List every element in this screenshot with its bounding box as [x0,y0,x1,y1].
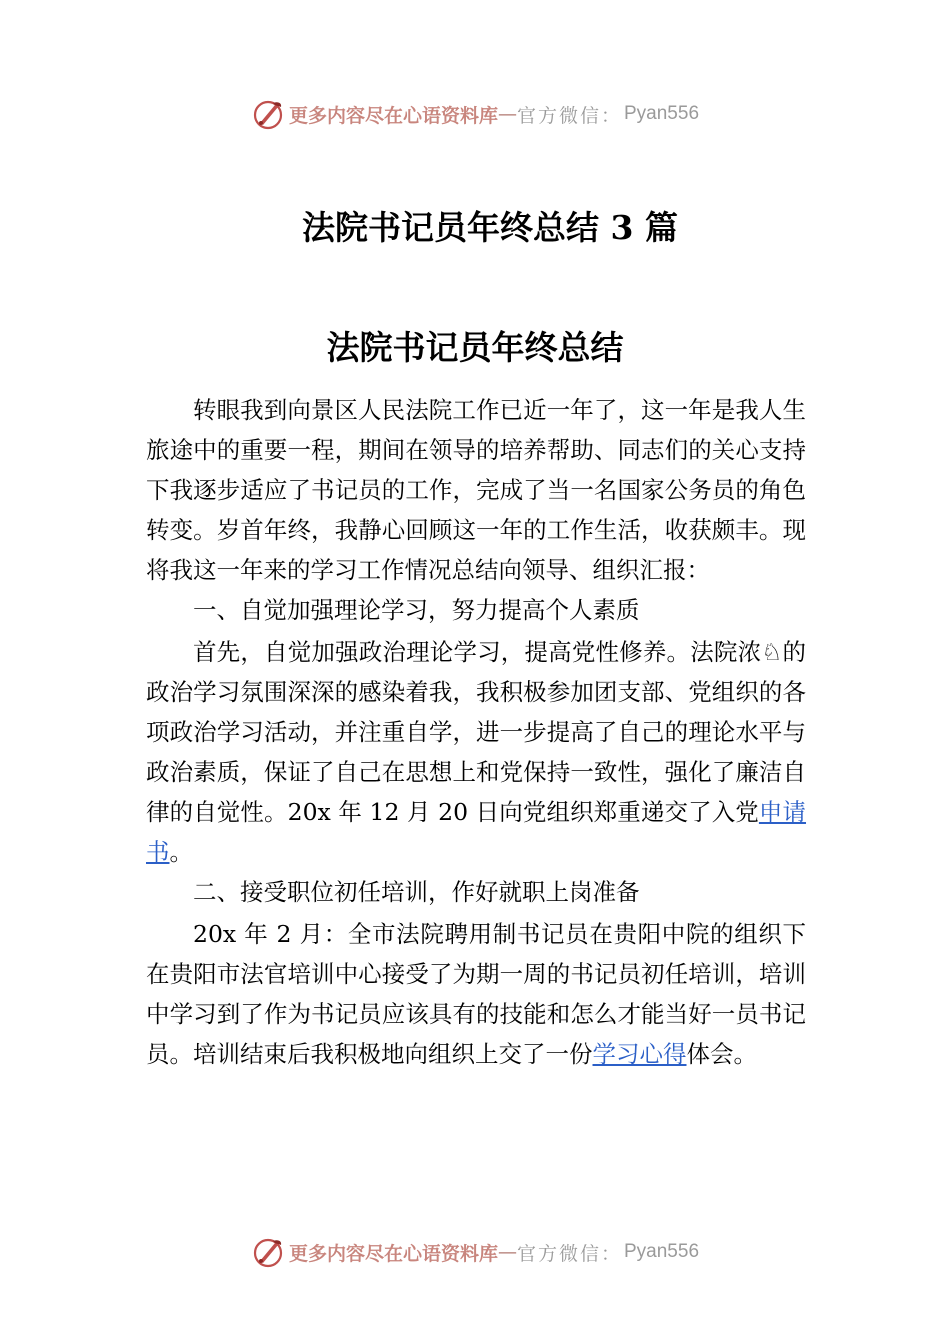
heading-one: 一、自觉加强理论学习，努力提高个人素质 [193,596,640,624]
paragraph-text: 20x 年 2 月：全市法院聘用制书记员在贵阳中院的组织下在贵阳市法官培训中心接受了为期一周的书记员初任培训，培训中学习到了作为书记员应该具有的技能和怎么才能当好一员书记员。培训结束后我积极地向组织上交了一份 [146,920,806,1068]
banner-wechat-label: 官方微信： [516,1242,622,1265]
link-application-letter[interactable]: 申请书 [146,798,807,866]
banner-wechat-label: 官方微信： [516,104,622,127]
paragraph-training [146,914,806,1074]
paragraph-text-end: 体会。 [686,1040,757,1068]
section-title: 法院书记员年终总结 [326,328,624,367]
footer-banner [0,1234,950,1270]
banner-wechat-id: Pyan556 [624,103,700,124]
link-study-notes[interactable]: 学习心得 [592,1040,687,1068]
banner-separator: — [497,103,517,125]
paragraph-political-study [146,632,806,872]
heading-two: 二、接受职位初任培训，作好就职上岗准备 [193,878,640,906]
banner-brand-text: 更多内容尽在心语资料库 [288,1242,498,1265]
header-banner [0,96,950,132]
banner-separator: — [497,1241,517,1263]
paragraph-intro: 转眼我到向景区人民法院工作已近一年了，这一年是我人生旅途中的重要一程，期间在领导的培养帮助、同志们的关心支持下我逐步适应了书记员的工作，完成了当一名国家公务员的角色转变。岁首年终，我静心回顾这一年的工作生活，收获颇丰。现将我这一年来的学习工作情况总结向领导、组织汇报： [146,396,806,584]
quill-pen-logo-icon [251,1235,285,1269]
paragraph-text: 首先，自觉加强政治理论学习，提高党性修养。法院浓♘的政治学习氛围深深的感染着我，我积极参加团支部、党组织的各项政治学习活动，并注重自学，进一步提高了自己的理论水平与政治素质，保证了自己在思想上和党保持一致性，强化了廉洁自律的自觉性。20x 年 12 月 20 日向党组织郑重递交了入党 [146,638,806,826]
banner-brand-text: 更多内容尽在心语资料库 [288,104,498,127]
document-body [146,390,806,1074]
document-title: 法院书记员年终总结 3 篇 [302,208,678,247]
paragraph-text-end: 。 [169,838,193,866]
quill-pen-logo-icon [251,97,285,131]
banner-wechat-id: Pyan556 [624,1241,700,1262]
